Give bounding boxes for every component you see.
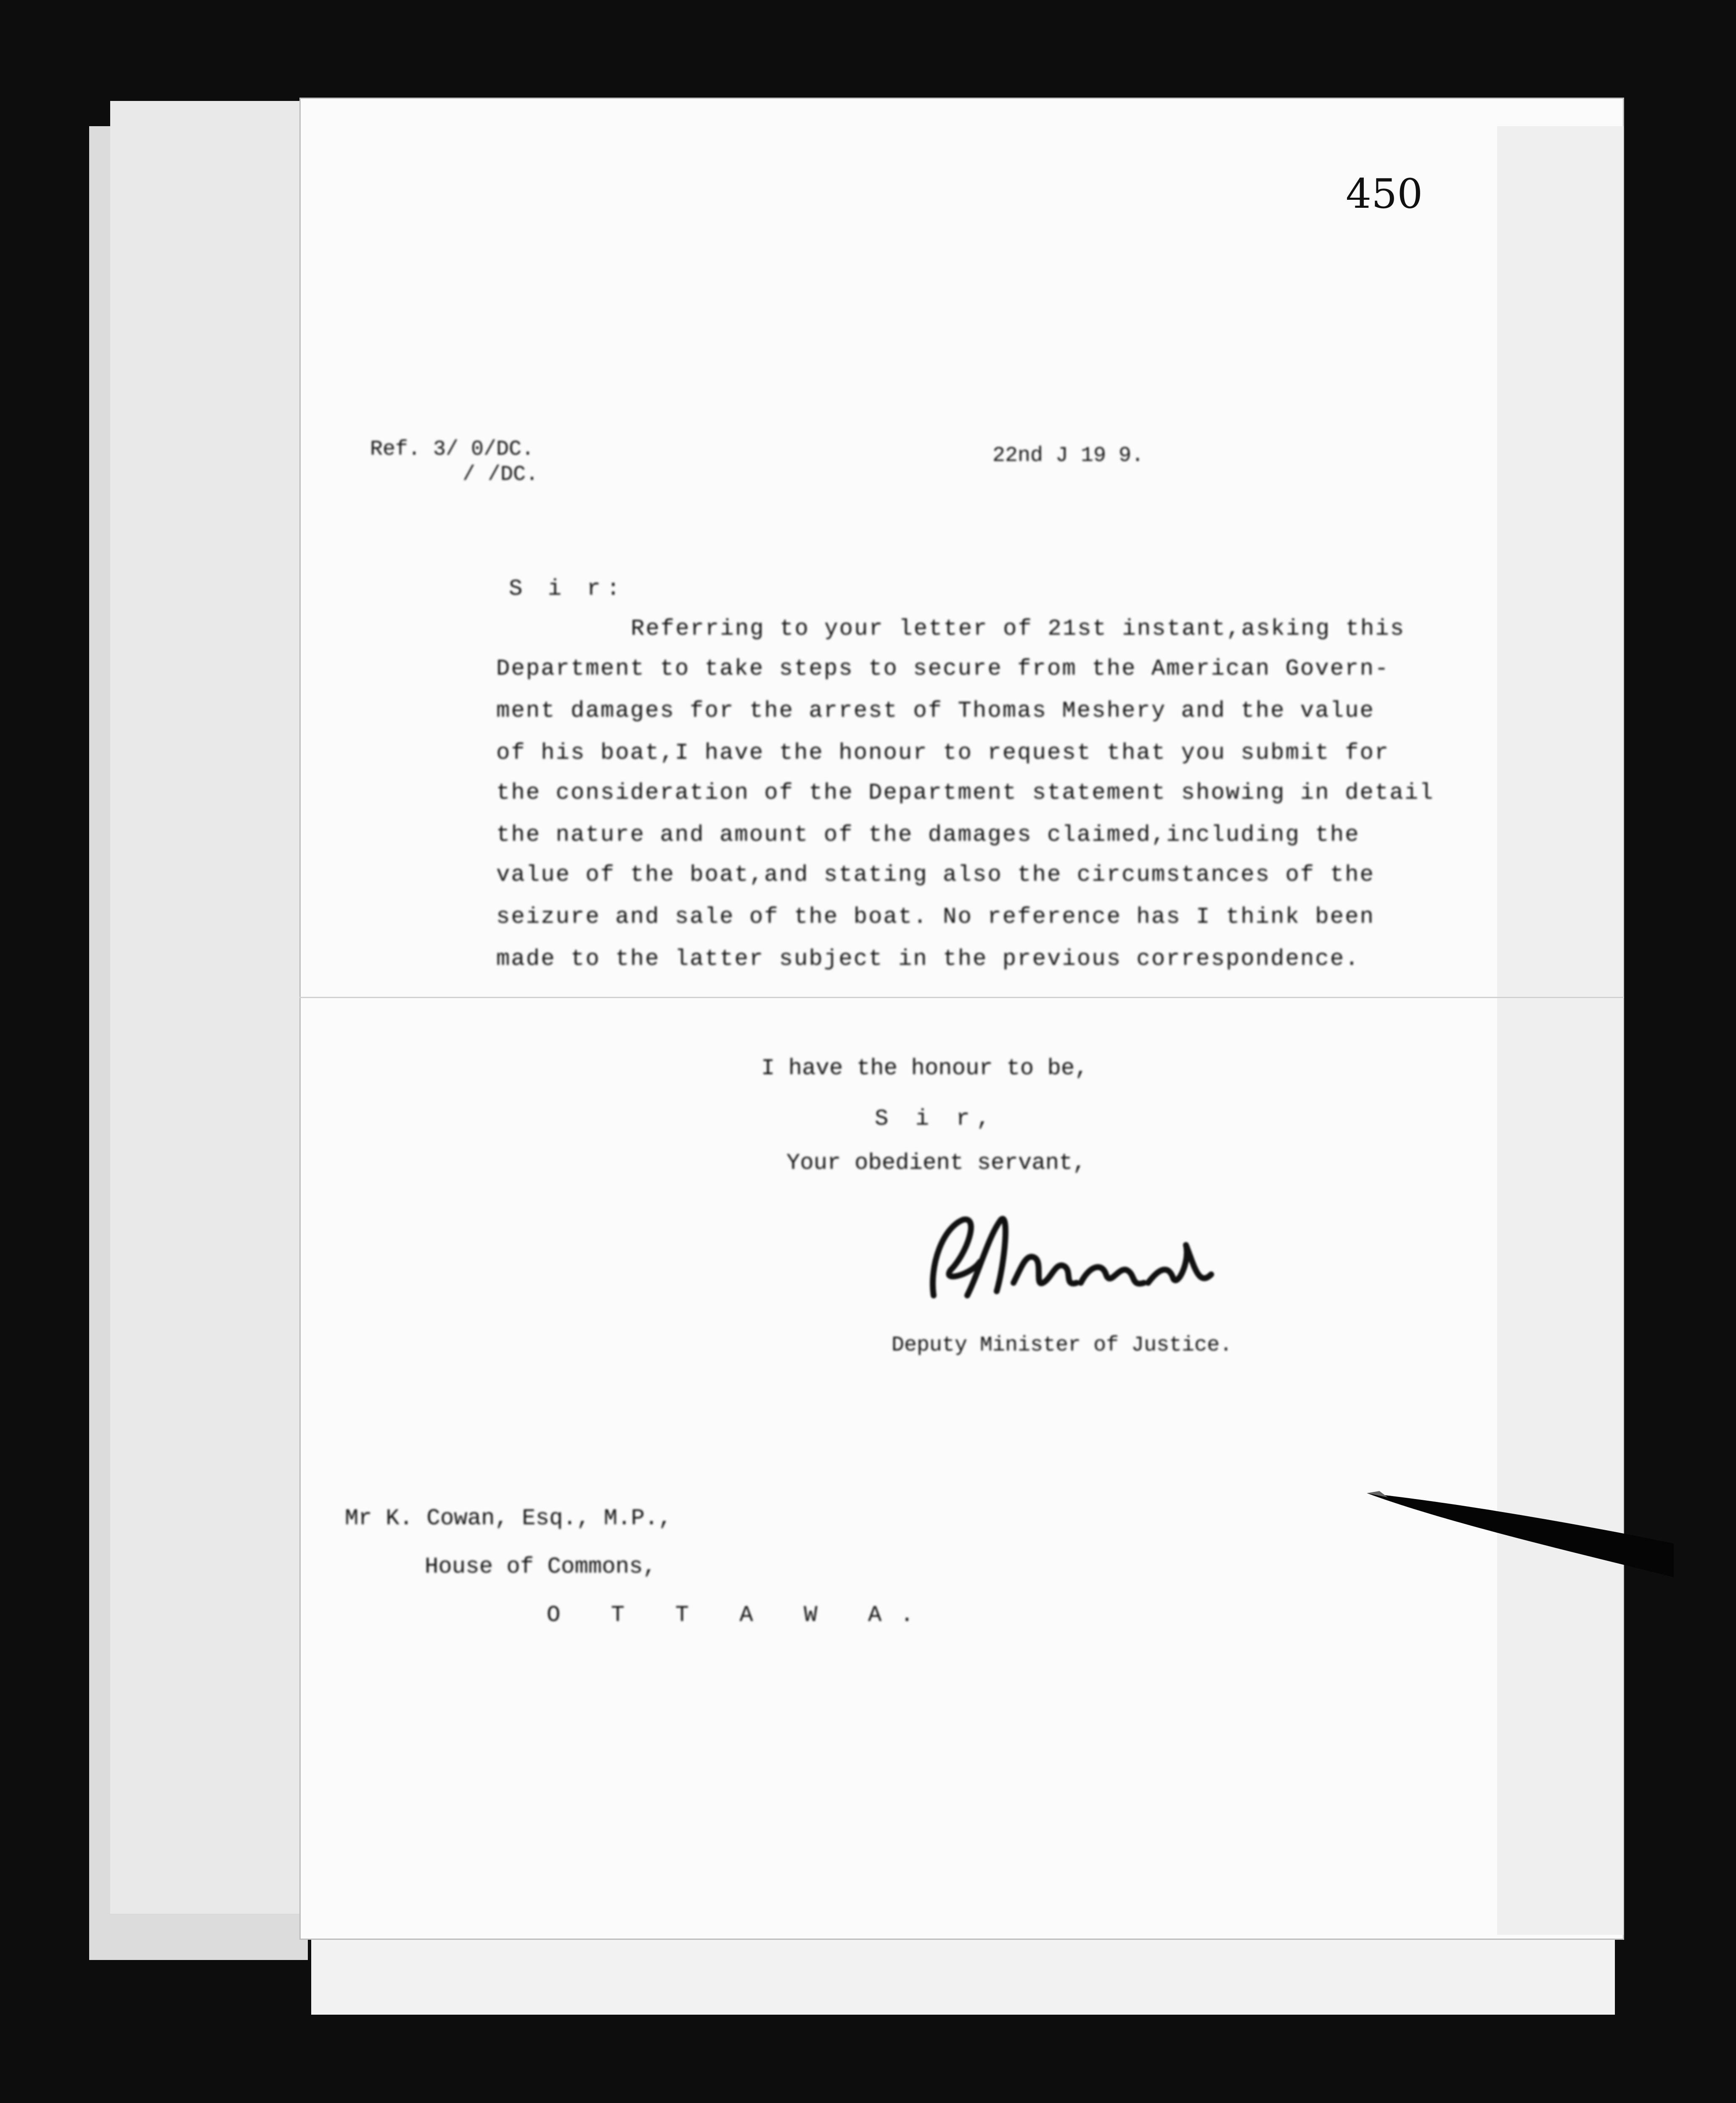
addressee-city: O T T A W A. xyxy=(547,1602,932,1628)
addressee-name: Mr K. Cowan, Esq., M.P., xyxy=(345,1506,672,1531)
signatory-title: Deputy Minister of Justice. xyxy=(892,1333,1233,1357)
body-line: the consideration of the Department statement showing in detail xyxy=(496,780,1434,806)
body-line: Referring to your letter of 21st instant,asking this xyxy=(631,616,1405,642)
closing-sir: S i r, xyxy=(875,1106,997,1132)
pen-pointer xyxy=(1363,1481,1674,1577)
page-fold-line xyxy=(299,997,1624,998)
body-line: made to the latter subject in the previous correspondence. xyxy=(496,946,1360,972)
handwritten-signature xyxy=(917,1203,1236,1321)
letter-date: 22nd J 19 9. xyxy=(992,444,1144,468)
letter-page xyxy=(299,98,1624,1940)
body-line: value of the boat,and stating also the circumstances of the xyxy=(496,862,1375,888)
folder-sheet xyxy=(110,101,308,1914)
reference-number: Ref. 3/ 0/DC. xyxy=(370,437,535,461)
body-line: seizure and sale of the boat. No reference has I think been xyxy=(496,904,1375,930)
reference-number-2: / /DC. xyxy=(463,463,539,487)
body-line: of his boat,I have the honour to request that you submit for xyxy=(496,740,1390,766)
body-line: Department to take steps to secure from the American Govern- xyxy=(496,656,1390,682)
closing-servant: Your obedient servant, xyxy=(786,1150,1086,1176)
page-right-edge xyxy=(1497,126,1623,1935)
addressee-line: House of Commons, xyxy=(425,1554,656,1580)
body-line: ment damages for the arrest of Thomas Meshery and the value xyxy=(496,698,1375,724)
closing-line: I have the honour to be, xyxy=(761,1056,1088,1081)
salutation: S i r: xyxy=(509,576,626,602)
page-number: 450 xyxy=(1346,170,1423,217)
body-line: the nature and amount of the damages claimed,including the xyxy=(496,822,1360,848)
